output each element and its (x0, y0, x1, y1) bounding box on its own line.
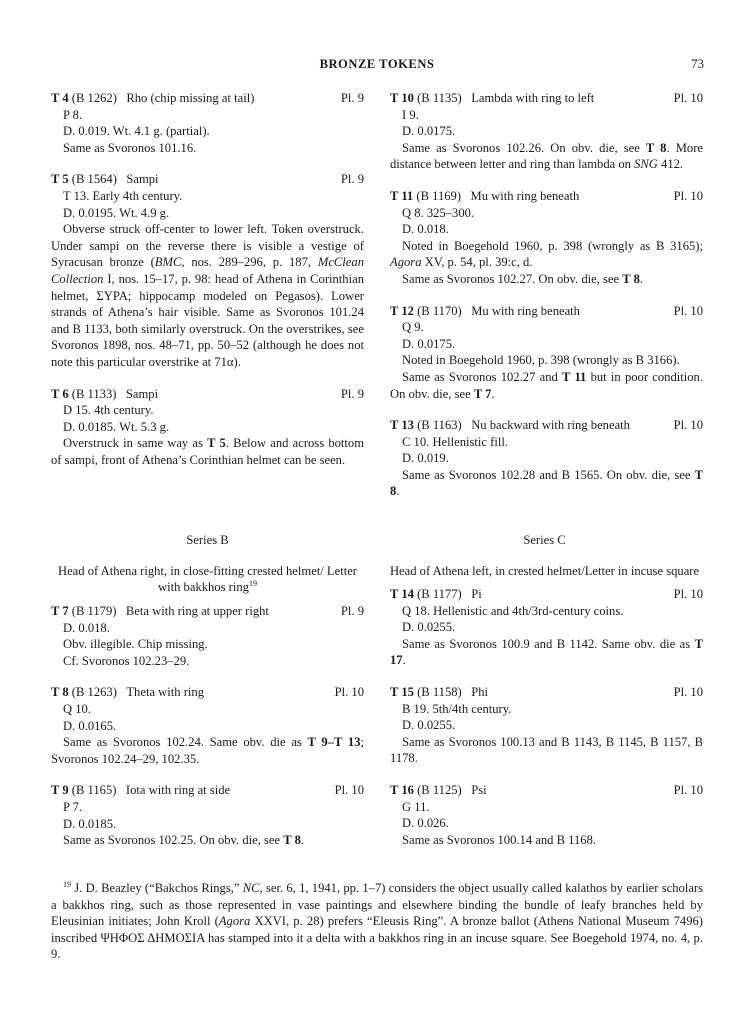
entry-commentary: Noted in Boegehold 1960, p. 398 (wrongly as B 3166). (402, 353, 680, 368)
entry-id: T 9 (51, 783, 69, 798)
catalog-entry-t8 (51, 684, 364, 767)
entry-description: Lambda with ring to left (471, 91, 595, 105)
right-column-top (390, 90, 703, 500)
plate-reference: Pl. 10 (673, 303, 703, 318)
series-description: Head of Athena left, in crested helmet/Letter in incuse square (389, 563, 700, 578)
entry-id: T 11 (390, 188, 414, 203)
page-number: 73 (691, 56, 704, 71)
entry-commentary: Same as Svoronos 102.25. On obv. die, see T 8. (63, 833, 305, 848)
entry-description: Mu with ring beneath (471, 303, 580, 318)
entry-line: Same as Svoronos 101.16. (63, 140, 197, 155)
catalog-entry-t7 (51, 603, 364, 669)
entry-line: D. 0.0195. Wt. 4.9 g. (63, 205, 170, 220)
running-title: BRONZE TOKENS (319, 57, 435, 71)
entry-description: Nu backward with ring beneath (471, 418, 630, 433)
catalog-entry-t10 (390, 90, 703, 173)
entry-description: Iota with ring at side (125, 783, 231, 798)
entry-description: Sampi (126, 172, 159, 187)
entry-commentary: Same as Svoronos 102.24. Same obv. die as T 9–T 13; Svoronos 102.24–29, 102.35. (51, 735, 364, 766)
entry-commentary: Same as Svoronos 100.9 and B 1142. Same obv. die as T 17. (390, 636, 703, 668)
inventory-number: (B 1262) (71, 91, 117, 105)
inventory-number: (B 1263) (71, 685, 117, 700)
plate-reference: Pl. 10 (673, 91, 703, 105)
entry-commentary: Overstruck in same way as T 5. Below and across bottom of sampi, front of Athena’s Corinthian helmet can be seen. (51, 436, 364, 467)
entry-line: D. 0.0255. (402, 718, 456, 733)
inventory-number: (B 1158) (417, 684, 462, 699)
catalog-entry-t6 (51, 386, 364, 469)
inventory-number: (B 1170) (417, 303, 462, 318)
plate-reference: Pl. 10 (673, 418, 703, 433)
plate-reference: Pl. 9 (340, 91, 364, 105)
plate-reference: Pl. 10 (673, 782, 703, 797)
plate-reference: Pl. 10 (673, 684, 703, 699)
entry-description: Pi (471, 587, 482, 601)
catalog-entry-t11 (390, 188, 703, 288)
entry-id: T 5 (51, 172, 69, 187)
entry-id: T 16 (390, 782, 414, 797)
entry-description: Phi (471, 684, 488, 699)
plate-reference: Pl. 9 (340, 604, 364, 618)
series-b-heading (51, 532, 364, 595)
entry-id: T 8 (51, 685, 69, 700)
inventory-number: (B 1179) (71, 604, 117, 618)
entry-description: Beta with ring at upper right (125, 604, 269, 618)
entry-line: D 15. 4th century. (63, 403, 154, 418)
entry-line: D. 0.026. (402, 816, 449, 831)
entry-line: I 9. (402, 107, 419, 122)
entry-line: Q 9. (402, 320, 424, 335)
footnote-number: 19 (63, 879, 71, 889)
entry-id: T 7 (51, 604, 69, 618)
inventory-number: (B 1133) (71, 386, 117, 401)
entry-line: Q 8. 325–300. (402, 205, 475, 220)
entry-description: Mu with ring beneath (470, 188, 580, 203)
entry-commentary: Same as Svoronos 102.27 and T 11 but in poor condition. On obv. die, see T 7. (390, 369, 703, 401)
entry-description: Psi (471, 782, 487, 797)
entry-commentary: Same as Svoronos 102.28 and B 1565. On obv. die, see T 8. (390, 467, 703, 499)
entry-id: T 13 (390, 418, 414, 433)
entry-line: D. 0.018. (402, 222, 449, 237)
inventory-number: (B 1177) (417, 587, 462, 601)
entry-commentary: Obverse struck off-center to lower left. Token overstruck. Under sampi on the reverse there is visible a vestige of Syracusan bronze (BMC, nos. 289–296, p. 187, McClean Collection I, nos. 15–17, p. 98: head of Athena in Corinthian helmet, ΣΥΡΑ; hippocamp modeled on Pegasos). Lower strands of Athena’s hair visible. Same as Svoronos 101.24 and B 1133, both similarly overstruck. On the overstrikes, see Svoronos 1898, nos. 48–71, pp. 50–52 (although he does not note this particular overstrike at 71α). (51, 222, 364, 369)
catalog-entry-t14 (390, 586, 703, 669)
catalog-entry-t13 (390, 417, 703, 500)
inventory-number: (B 1564) (71, 172, 117, 187)
series-c-heading (372, 532, 717, 579)
entry-line: Q 10. (63, 701, 91, 716)
catalog-entry-t9 (51, 782, 364, 848)
catalog-entry-t4 (51, 90, 364, 156)
catalog-entry-t12 (390, 303, 703, 403)
entry-id: T 4 (51, 91, 69, 105)
catalog-entry-t16 (390, 782, 703, 848)
left-column-bottom (51, 603, 364, 849)
entry-id: T 6 (51, 386, 69, 401)
entry-commentary: Noted in Boegehold 1960, p. 398 (wrongly as B 3165); Agora XV, p. 54, pl. 39:c, d. (390, 238, 703, 270)
entry-line: T 13. Early 4th century. (63, 188, 183, 203)
entry-description: Rho (chip missing at tail) (126, 91, 255, 105)
entry-commentary: Same as Svoronos 102.26. On obv. die, see T 8. More distance between letter and ring than lambda on SNG 412. (390, 140, 703, 172)
plate-reference: Pl. 10 (673, 188, 703, 203)
catalog-entry-t15 (390, 684, 703, 767)
entry-line: B 19. 5th/4th century. (402, 701, 512, 716)
entry-id: T 12 (390, 303, 414, 318)
entry-line: P 7. (63, 799, 83, 814)
plate-reference: Pl. 10 (673, 587, 703, 601)
series-description: Head of Athena right, in close-fitting crested helmet/ Letter with bakkhos ring$^{19}$ (58, 563, 357, 594)
entry-line: Cf. Svoronos 102.23–29. (63, 653, 190, 668)
entry-line: D. 0.0185. Wt. 5.3 g. (63, 419, 170, 434)
entry-line: D. 0.0165. (63, 718, 117, 733)
page-header (0, 56, 754, 74)
entry-id: T 15 (390, 684, 414, 699)
inventory-number: (B 1169) (416, 188, 462, 203)
entry-line: G 11. (402, 799, 430, 814)
entry-line: Q 18. Hellenistic and 4th/3rd-century coins. (402, 603, 624, 618)
entry-id: T 10 (390, 91, 414, 105)
right-column-bottom (390, 586, 703, 848)
entry-line: D. 0.019. Wt. 4.1 g. (partial). (63, 124, 210, 139)
entry-line: Obv. illegible. Chip missing. (63, 637, 208, 652)
plate-reference: Pl. 9 (340, 386, 364, 401)
entry-line: D. 0.018. (63, 620, 110, 635)
entry-line: P 8. (63, 107, 83, 122)
entry-line: D. 0.0175. (402, 336, 456, 351)
footnote-reference: 19 (248, 578, 257, 588)
entry-line: D. 0.0175. (402, 124, 456, 139)
entry-line: D. 0.019. (402, 451, 449, 466)
entry-description: Theta with ring (126, 685, 205, 700)
plate-reference: Pl. 10 (334, 783, 364, 798)
inventory-number: (B 1163) (417, 418, 462, 433)
plate-reference: Pl. 9 (340, 172, 364, 187)
entry-line: C 10. Hellenistic fill. (402, 434, 508, 449)
entry-commentary: Same as Svoronos 100.13 and B 1143, B 1145, B 1157, B 1178. (390, 734, 703, 766)
inventory-number: (B 1135) (417, 91, 462, 105)
inventory-number: (B 1165) (71, 783, 117, 798)
series-title: Series B (186, 533, 229, 547)
inventory-number: (B 1125) (417, 782, 462, 797)
entry-description: Sampi (125, 386, 159, 401)
catalog-entry-t5 (51, 171, 364, 370)
series-title: Series C (523, 533, 566, 547)
entry-line: Same as Svoronos 100.14 and B 1168. (402, 832, 597, 847)
entry-line: D. 0.0255. (402, 620, 456, 635)
entry-id: T 14 (390, 587, 414, 601)
footnote: $^{19}$ J. D. Beazley (“Bakchos Rings,” NC, ser. 6, 1, 1941, pp. 1–7) considers the object usually called kalathos by earlier scholars a bakkhos ring, such as those represented in vase paintings and elsewhere binding the bundle of leafy branches held by Eleusinian initiates; John Kroll (Agora XXVI, p. 28) prefers “Eleusis Ring”. A bronze ballot (Athens National Museum 7496) inscribed ΨΗΦΟΣ ΔΗΜΟΣΙΑ has stamped into it a delta with a bakkhos ring in an incuse square. See Boegehold 1974, no. 4, p. 9. (51, 879, 704, 962)
plate-reference: Pl. 10 (334, 685, 364, 700)
entry-commentary: Same as Svoronos 102.27. On obv. die, see T 8. (402, 271, 644, 286)
entry-line: D. 0.0185. (63, 816, 117, 831)
left-column-top (51, 90, 364, 468)
